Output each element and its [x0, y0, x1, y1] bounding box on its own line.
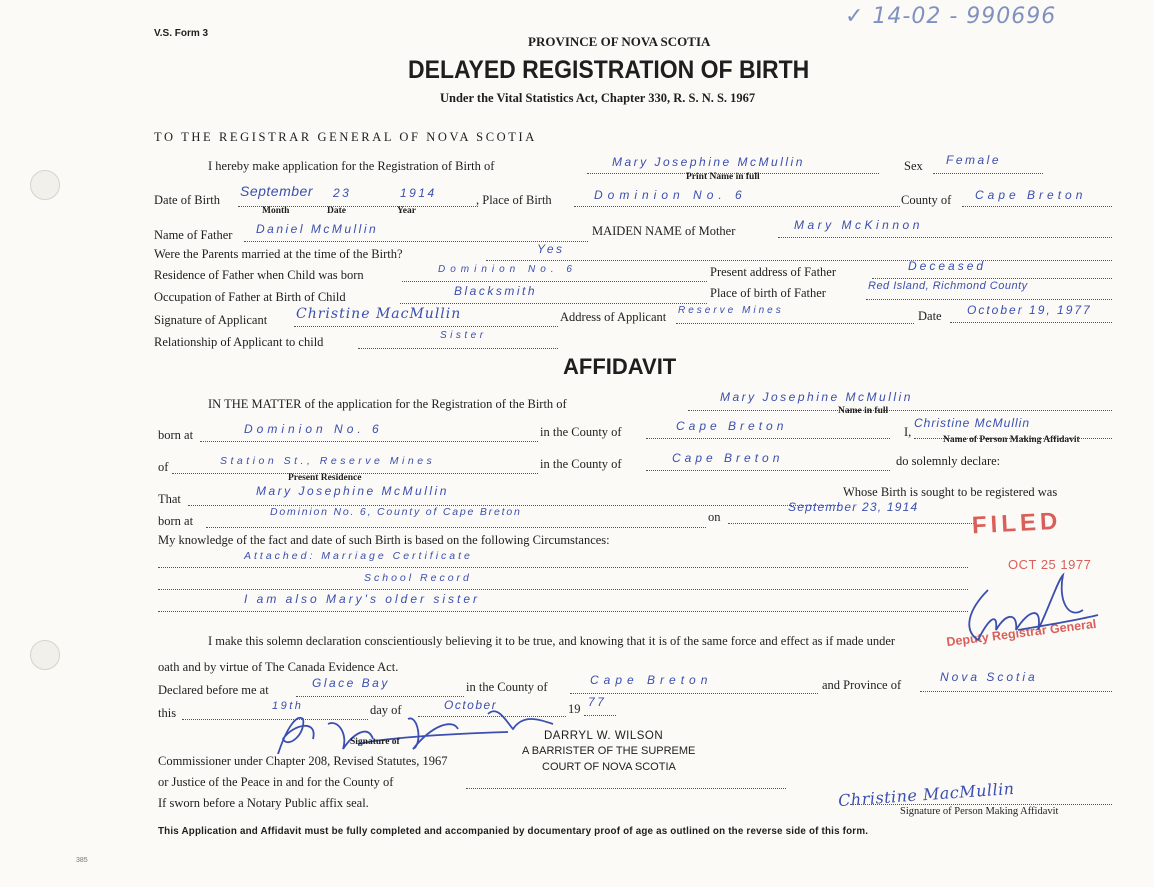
- deponent-signature-value: Christine MacMullin: [837, 778, 1016, 811]
- filed-date-stamp: OCT 25 1977: [1008, 557, 1092, 572]
- circumstance-2: School Record: [364, 572, 472, 584]
- dob-month-value: September: [240, 183, 313, 199]
- month-caption: Month: [262, 206, 290, 216]
- born-at-label-2: born at: [158, 514, 194, 528]
- father-birthplace-label: Place of birth of Father: [710, 286, 826, 300]
- occupation-value: Blacksmith: [454, 284, 538, 298]
- born-at-value-2: Dominion No. 6, County of Cape Breton: [270, 506, 522, 518]
- notary-line: If sworn before a Notary Public affix seal.: [158, 796, 369, 810]
- i-label: I,: [904, 425, 912, 439]
- county-value-3: Cape Breton: [672, 451, 784, 465]
- pob-value: Dominion No. 6: [594, 188, 747, 202]
- county-value-2: Cape Breton: [676, 419, 788, 433]
- year-prefix: 19: [568, 702, 581, 716]
- oath-line: oath and by virtue of The Canada Evidence Act.: [158, 660, 399, 674]
- form-title: DELAYED REGISTRATION OF BIRTH: [408, 56, 810, 84]
- knowledge-label: My knowledge of the fact and date of such Birth is based on the following Circumstances:: [158, 533, 610, 547]
- relationship-label: Relationship of Applicant to child: [154, 335, 324, 349]
- pob-label: , Place of Birth: [476, 193, 552, 207]
- residence-caption: Present Residence: [288, 473, 362, 483]
- that-name-value: Mary Josephine McMullin: [256, 484, 449, 498]
- province-value: Nova Scotia: [940, 670, 1038, 684]
- deponent-caption: Name of Person Making Affidavit: [943, 435, 1080, 445]
- married-value: Yes: [537, 242, 565, 256]
- solemn-declaration: I make this solemn declaration conscientiously believing it to be true, and knowing that it is of the same force and effect as if made under: [208, 634, 896, 648]
- sex-label: Sex: [904, 159, 923, 173]
- affidavit-heading: AFFIDAVIT: [563, 354, 677, 379]
- filed-stamp: FILED: [971, 507, 1062, 540]
- reference-number: ✓ 14-02 - 990696: [845, 4, 1057, 29]
- commissioner-line: Commissioner under Chapter 208, Revised Statutes, 1967: [158, 754, 448, 768]
- relationship-value: Sister: [440, 330, 487, 341]
- on-label: on: [708, 510, 721, 524]
- residence-father-label: Residence of Father when Child was born: [154, 268, 364, 282]
- county-label-3: in the County of: [540, 457, 622, 471]
- applicant-signature-value: Christine MacMullin: [296, 306, 462, 322]
- justice-line: or Justice of the Peace in and for the County of: [158, 775, 394, 789]
- mother-value: Mary McKinnon: [794, 218, 923, 232]
- form-number: V.S. Form 3: [154, 28, 209, 39]
- applicant-signature-label: Signature of Applicant: [154, 313, 268, 327]
- occupation-label: Occupation of Father at Birth of Child: [154, 290, 346, 304]
- day-of-label: day of: [370, 703, 402, 717]
- province-heading: PROVINCE OF NOVA SCOTIA: [528, 34, 711, 49]
- declared-label: Declared before me at: [158, 683, 269, 697]
- matter-name-value: Mary Josephine McMullin: [720, 390, 913, 404]
- present-address-value: Deceased: [908, 259, 987, 273]
- matter-name-caption: Name in full: [838, 406, 889, 416]
- year-value: 77: [588, 695, 607, 709]
- dob-label: Date of Birth: [154, 193, 220, 207]
- present-address-label: Present address of Father: [710, 265, 837, 279]
- punch-hole-top: [30, 170, 60, 200]
- registrar-signature: [958, 570, 1108, 650]
- whose-label: Whose Birth is sought to be registered was: [843, 485, 1058, 499]
- this-label: this: [158, 706, 177, 720]
- county-label-4: in the County of: [466, 680, 548, 694]
- seal-line-2: A BARRISTER OF THE SUPREME: [522, 745, 696, 757]
- intro-label: I hereby make application for the Registration of Birth of: [208, 159, 495, 173]
- footer-note: This Application and Affidavit must be fully completed and accompanied by documentary proof of age as outlined on the reverse side of this form.: [158, 826, 869, 837]
- deputy-registrar-stamp: Deputy Registrar General: [945, 616, 1098, 650]
- applicant-address-value: Reserve Mines: [678, 305, 784, 316]
- county-label-2: in the County of: [540, 425, 622, 439]
- date-caption: Date: [327, 206, 346, 216]
- married-label: Were the Parents married at the time of the Birth?: [154, 247, 403, 261]
- mother-label: MAIDEN NAME of Mother: [592, 224, 736, 238]
- form-subtitle: Under the Vital Statistics Act, Chapter 330, R. S. N. S. 1967: [440, 91, 756, 105]
- born-at-label: born at: [158, 428, 194, 442]
- seal-line-1: DARRYL W. WILSON: [544, 730, 664, 742]
- print-name-caption: Print Name in full: [686, 172, 760, 182]
- declare-label: do solemnly declare:: [896, 454, 1001, 468]
- sex-value: Female: [946, 153, 1002, 167]
- matter-label: IN THE MATTER of the application for the Registration of the Birth of: [208, 397, 567, 411]
- that-label: That: [158, 492, 181, 506]
- deponent-value: Christine McMullin: [914, 416, 1031, 430]
- province-label: and Province of: [822, 678, 902, 692]
- born-at-value: Dominion No. 6: [244, 422, 383, 436]
- day-value: 19th: [272, 700, 304, 712]
- father-label: Name of Father: [154, 228, 233, 242]
- seal-line-3: COURT OF NOVA SCOTIA: [542, 761, 676, 773]
- of-label: of: [158, 460, 169, 474]
- date-label: Date: [918, 309, 942, 323]
- circumstance-3: I am also Mary's older sister: [244, 592, 480, 606]
- footer-code: 385: [76, 857, 88, 864]
- father-value: Daniel McMullin: [256, 222, 379, 236]
- county-value: Cape Breton: [975, 188, 1087, 202]
- deponent-signature-caption: Signature of Person Making Affidavit: [900, 806, 1059, 817]
- declared-at-value: Glace Bay: [312, 676, 390, 690]
- county-value-4: Cape Breton: [590, 673, 713, 687]
- circumstance-1: Attached: Marriage Certificate: [244, 550, 473, 562]
- residence-father-value: Dominion No. 6: [438, 264, 577, 275]
- month-value: October: [444, 698, 498, 712]
- born-on-value: September 23, 1914: [788, 500, 919, 514]
- date-value: October 19, 1977: [967, 303, 1092, 317]
- dob-year-value: 1914: [400, 186, 437, 200]
- punch-hole-bottom: [30, 640, 60, 670]
- applicant-address-label: Address of Applicant: [560, 310, 667, 324]
- county-label: County of: [901, 193, 952, 207]
- dob-date-value: 23: [333, 186, 352, 200]
- residence-value: Station St., Reserve Mines: [220, 455, 436, 467]
- addressee-line: TO THE REGISTRAR GENERAL OF NOVA SCOTIA: [154, 130, 537, 144]
- child-name-value: Mary Josephine McMullin: [612, 155, 805, 169]
- father-birthplace-value: Red Island, Richmond County: [868, 280, 1028, 292]
- signature-of-caption: Signature of: [350, 737, 400, 747]
- year-caption: Year: [397, 206, 416, 216]
